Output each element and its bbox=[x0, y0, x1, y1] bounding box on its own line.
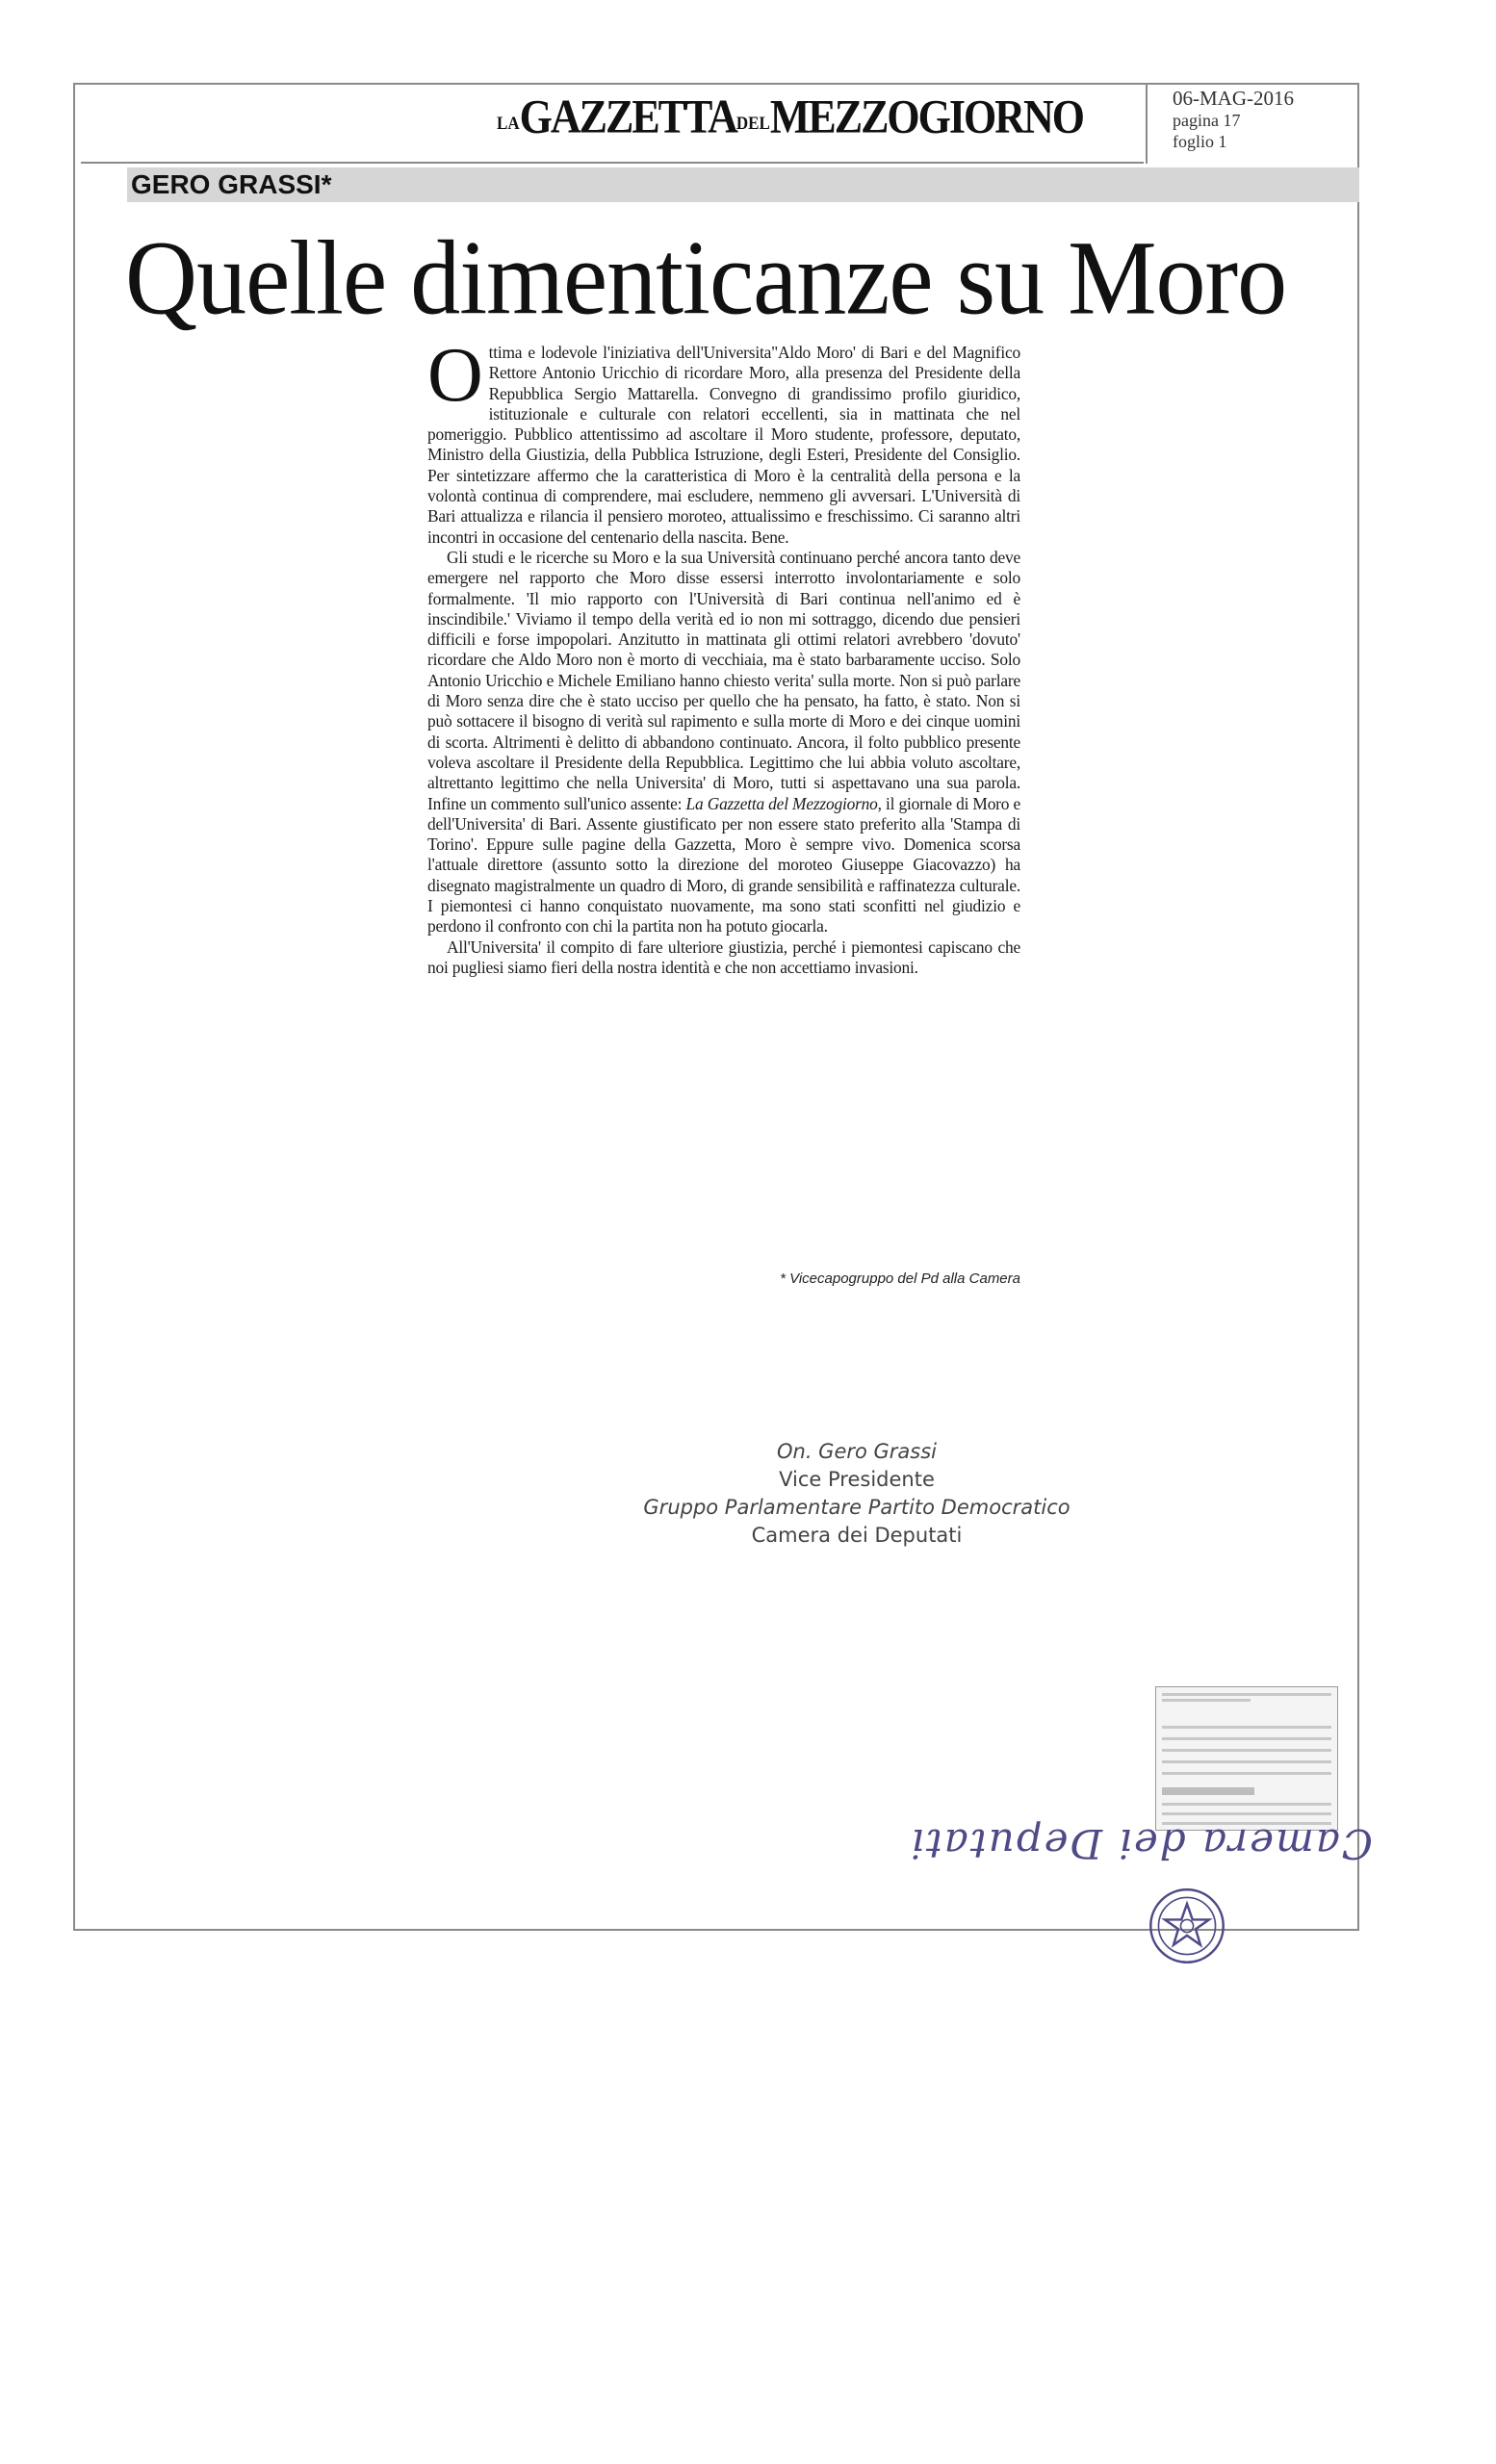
signature-chamber: Camera dei Deputati bbox=[751, 1524, 963, 1547]
signature-group: Gruppo Parlamentare Partito Democratico bbox=[643, 1496, 1070, 1519]
newspaper-name-italic: La Gazzetta del Mezzogiorno, bbox=[685, 793, 882, 813]
paragraph-2-end: il giornale di Moro e dell'Universita' di Bari. Assente giustificato per non essere stato preferito alla 'Stampa di Torino'. Eppure sulle pagine della Gazzetta, Moro è sempre vivo. Domenica scorsa l'attuale direttore (assunto sotto la direzione del moroteo Giuseppe Giacovazzo) ha disegnato magistralmente un quadro di Moro, di grande sensibilità e raffinatezza culturale. I piemontesi ci hanno conquistato nuovamente, ma sono stati sconfitti nel giudizio e perdono il confronto con chi la partita non ha potuto giocarla. bbox=[427, 793, 1020, 937]
signature-block bbox=[597, 1438, 1117, 1550]
paragraph-3-text: All'Universita' il compito di fare ulteriore giustizia, perché i piemontesi capiscano che noi pugliesi siamo fieri della nostra identità e che non accettiamo invasioni. bbox=[427, 937, 1020, 977]
article-paragraph bbox=[427, 333, 1020, 548]
masthead-mezzogiorno: MEZZOGIORNO bbox=[769, 90, 1083, 143]
drop-cap: O bbox=[427, 333, 483, 418]
article-headline: Quelle dimenticanze su Moro bbox=[125, 219, 1287, 338]
article-body bbox=[427, 333, 1020, 978]
masthead-del: DEL bbox=[735, 113, 770, 134]
paragraph-2-text: Gli studi e le ricerche su Moro e la sua Università continuano perché ancora tanto deve emergere nel rapporto che Moro disse essersi interrotto involontariamente e solo formalmente. 'Il mio rapporto con l'Università di Bari continua nell'animo ed è inscindibile.' Viviamo il tempo della verità ed io non mi sottraggo, dicendo due pensieri difficili e forse impopolari. Anzitutto in mattinata gli ottimi relatori avrebbero 'dovuto' ricordare che Aldo Moro non è morto di vecchiaia, ma è stato barbaramente ucciso. Solo Antonio Uricchio e Michele Emiliano hanno chiesto verita' sulla morte. Non si può parlare di Moro senza dire che è stato ucciso per quello che ha pensato, ha fatto, è stato. Non si può sottacere il bisogno di verità sul rapimento e sulla morte di Moro e dei cinque uomini di scorta. Altrimenti è delitto di abbandono continuato. Ancora, il folto pubblico presente voleva ascoltare il Presidente della Repubblica. Legittimo che lui abbia voluto ascoltare, altrettanto legittimo che nella Universita' di Moro, tutti si aspettavano una sua parola. Infine un commento sull'unico assente: bbox=[427, 547, 1020, 813]
clipping-date: 06-MAG-2016 bbox=[1173, 87, 1294, 110]
signature-role: Vice Presidente bbox=[779, 1468, 935, 1491]
camera-stamp-text: Camera dei Deputati bbox=[909, 1820, 1373, 1867]
clipping-sheet: foglio 1 bbox=[1173, 132, 1227, 151]
article-paragraph bbox=[427, 548, 1020, 937]
masthead-la: LA bbox=[497, 113, 520, 134]
republic-seal-icon bbox=[1148, 1886, 1226, 1965]
masthead-gazzetta: GAZZETTA bbox=[519, 90, 736, 143]
article-paragraph bbox=[427, 937, 1020, 979]
clipping-page: pagina 17 bbox=[1173, 111, 1241, 130]
clipping-meta bbox=[1146, 85, 1359, 164]
author-footnote: * Vicecapogruppo del Pd alla Camera bbox=[780, 1270, 1020, 1287]
paragraph-1-text: ttima e lodevole l'iniziativa dell'Universita"Aldo Moro' di Bari e del Magnifico Rettore Antonio Uricchio di ricordare Moro, alla presenza del Presidente della Repubblica Sergio Mattarella. Convegno di grandissimo profilo giuridico, istituzionale e culturale con relatori eccellenti, sia in mattinata che nel pomeriggio. Pubblico attentissimo ad ascoltare il Moro studente, professore, deputato, Ministro della Giustizia, della Pubblica Istruzione, degli Esteri, Presidente del Consiglio. Per sintetizzare affermo che la caratteristica di Moro è la centralità della persona e la volontà continua di comprendere, mai escludere, nemmeno gli avversari. L'Università di Bari attualizza e rilancia il pensiero moroteo, attualissimo e freschissimo. Ci saranno altri incontri in occasione del centenario della nascita. Bene. bbox=[427, 343, 1020, 547]
signature-name: On. Gero Grassi bbox=[776, 1440, 938, 1463]
newspaper-masthead bbox=[497, 90, 1083, 152]
article-author: GERO GRASSI* bbox=[131, 169, 332, 199]
